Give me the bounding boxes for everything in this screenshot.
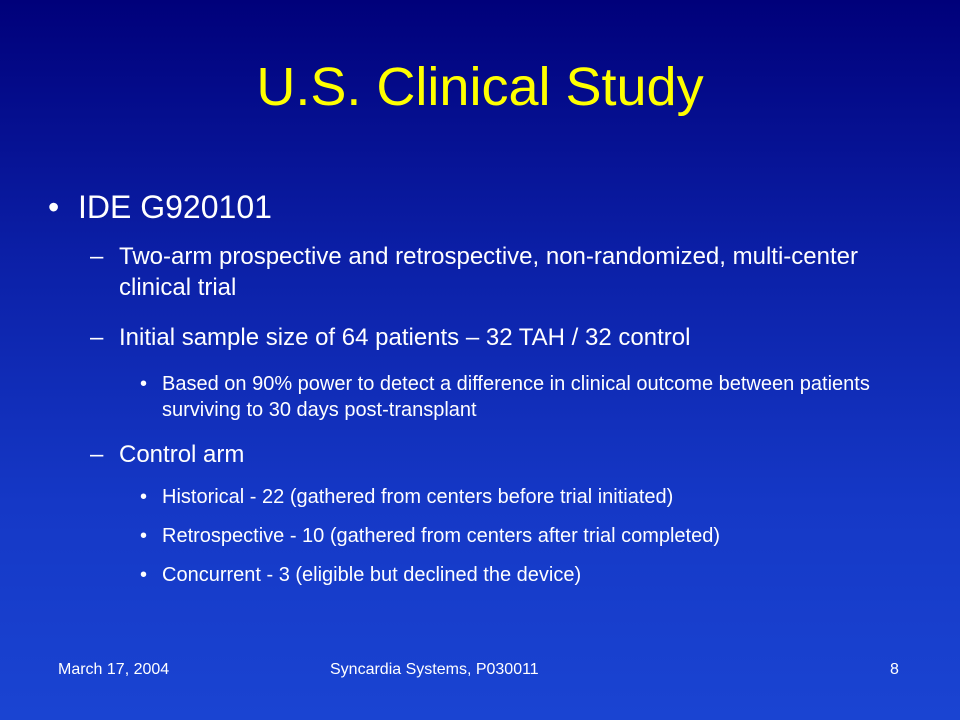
- slide-title: U.S. Clinical Study: [256, 57, 704, 117]
- sub-sub-item-text: Retrospective - 10 (gathered from centers after trial completed): [162, 525, 721, 547]
- dash-icon: –: [90, 441, 104, 468]
- bullet-icon: •: [140, 373, 148, 395]
- sub-item-text: Initial sample size of 64 patients – 32 TAH / 32 control: [119, 324, 691, 351]
- sub-sub-item-text: Concurrent - 3 (eligible but declined the device): [162, 564, 582, 586]
- footer-date: March 17, 2004: [58, 661, 170, 678]
- footer-page-number: 8: [890, 661, 899, 678]
- dash-icon: –: [90, 243, 104, 270]
- sub-sub-item-text: Based on 90% power to detect a difference in clinical outcome between patients surviving to 30 days post-transplant: [162, 373, 870, 421]
- sub-item-text: Control arm: [119, 441, 245, 468]
- sub-sub-item-text: Historical - 22 (gathered from centers before trial initiated): [162, 486, 674, 508]
- bullet-icon: •: [48, 189, 60, 225]
- dash-icon: –: [90, 324, 104, 351]
- bullet-icon: •: [140, 525, 148, 547]
- bullet-icon: •: [140, 564, 148, 586]
- bullet-icon: •: [140, 486, 148, 508]
- footer-company: Syncardia Systems, P030011: [330, 661, 539, 678]
- main-bullet-text: IDE G920101: [78, 189, 272, 225]
- sub-item-text: Two-arm prospective and retrospective, non-randomized, multi-center clinical trial: [119, 243, 858, 301]
